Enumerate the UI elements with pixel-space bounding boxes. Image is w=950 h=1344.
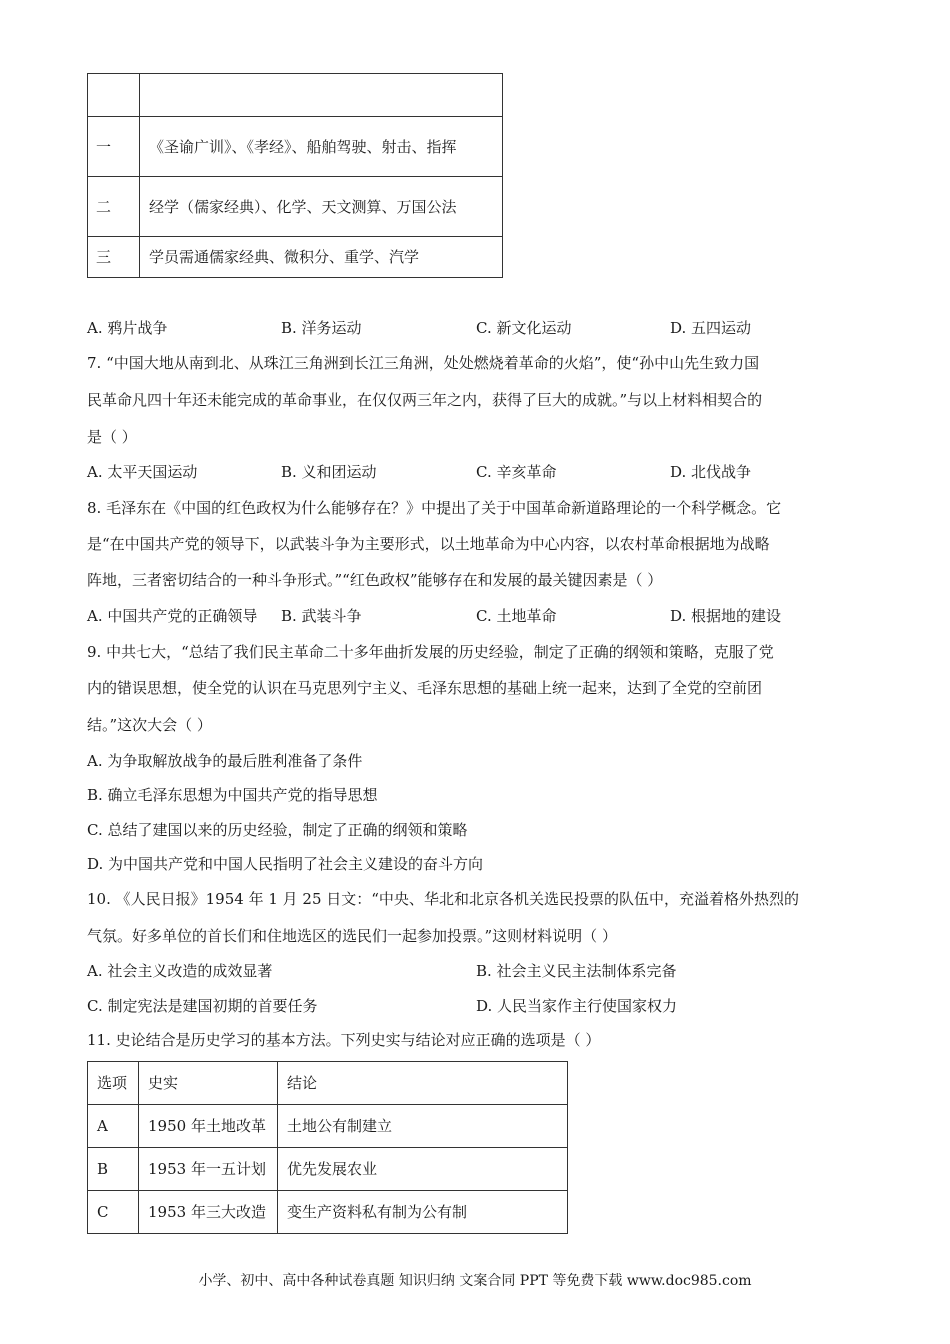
q7-option-c: C. 辛亥革命: [476, 463, 557, 481]
q9-option-a: A. 为争取解放战争的最后胜利准备了条件: [87, 752, 363, 770]
q6-option-c: C. 新文化运动: [476, 319, 572, 337]
table-cell: 变生产资料私有制为公有制: [278, 1191, 568, 1234]
table-row: [88, 74, 503, 117]
q8-text-line: 8. 毛泽东在《中国的红色政权为什么能够存在？》中提出了关于中国革命新道路理论的一个科学概念。它: [87, 499, 782, 517]
table-row: [88, 1148, 568, 1191]
q7-option-d: D. 北伐战争: [670, 463, 752, 481]
q9-text-line: 结。”这次大会（ ）: [87, 716, 212, 734]
table-cell: 一: [88, 117, 140, 177]
table-row: [88, 117, 503, 177]
table-cell: C: [88, 1191, 139, 1234]
table-cell: [140, 74, 503, 117]
q9-text-line: 9. 中共七大，“总结了我们民主革命二十多年曲折发展的历史经验，制定了正确的纲领和策略，克服了党: [87, 643, 774, 661]
q6-option-d: D. 五四运动: [670, 319, 752, 337]
q8-text-line: 阵地，三者密切结合的一种斗争形式。”“红色政权”能够存在和发展的最关键因素是（ ）: [87, 571, 663, 589]
table-row: [88, 1191, 568, 1234]
table-cell: 1953 年一五计划: [139, 1148, 278, 1191]
q10-option-a: A. 社会主义改造的成效显著: [87, 962, 273, 980]
table-header-cell: 结论: [278, 1062, 568, 1105]
q8-option-b: B. 武装斗争: [281, 607, 362, 625]
q9-text-line: 内的错误思想，使全党的认识在马克思列宁主义、毛泽东思想的基础上统一起来，达到了全党的空前团: [87, 679, 763, 697]
table-header-cell: 选项: [88, 1062, 139, 1105]
table-cell: 土地公有制建立: [278, 1105, 568, 1148]
table-cell: 三: [88, 237, 140, 278]
table-row: [88, 177, 503, 237]
q10-option-d: D. 人民当家作主行使国家权力: [476, 997, 678, 1015]
q7-text-line: 是（ ）: [87, 428, 137, 446]
page-footer: 小学、初中、高中各种试卷真题 知识归纳 文案合同 PPT 等免费下载 www.doc985.com: [198, 1273, 752, 1289]
q10-option-c: C. 制定宪法是建国初期的首要任务: [87, 997, 318, 1015]
q8-option-c: C. 土地革命: [476, 607, 557, 625]
q10-text-line: 10. 《人民日报》1954 年 1 月 25 日文：“中央、华北和北京各机关选民投票的队伍中，充溢着格外热烈的: [87, 890, 799, 908]
table-row: [88, 1062, 568, 1105]
table-row: [88, 1105, 568, 1148]
q9-option-c: C. 总结了建国以来的历史经验，制定了正确的纲领和策略: [87, 821, 468, 839]
table-row: [88, 237, 503, 278]
q7-text-line: 民革命凡四十年还未能完成的革命事业，在仅仅两三年之内，获得了巨大的成就。”与以上材料相契合的: [87, 391, 763, 409]
history-conclusion-table: [87, 1061, 568, 1234]
table-cell: 1950 年土地改革: [139, 1105, 278, 1148]
table-cell: 《圣谕广训》、《孝经》、船舶驾驶、射击、指挥: [140, 117, 503, 177]
q9-option-d: D. 为中国共产党和中国人民指明了社会主义建设的奋斗方向: [87, 855, 484, 873]
table-cell: 二: [88, 177, 140, 237]
q6-option-a: A. 鸦片战争: [87, 319, 168, 337]
q10-option-b: B. 社会主义民主法制体系完备: [476, 962, 677, 980]
table-cell: A: [88, 1105, 139, 1148]
q10-text-line: 气氛。好多单位的首长们和住地选区的选民们一起参加投票。”这则材料说明（ ）: [87, 927, 617, 945]
q7-text-line: 7. “中国大地从南到北、从珠江三角洲到长江三角洲，处处燃烧着革命的火焰”，使“孙中山先生致力国: [87, 354, 760, 372]
curriculum-table: [87, 73, 503, 278]
table-cell: 1953 年三大改造: [139, 1191, 278, 1234]
q9-option-b: B. 确立毛泽东思想为中国共产党的指导思想: [87, 786, 378, 804]
q7-option-a: A. 太平天国运动: [87, 463, 198, 481]
q7-option-b: B. 义和团运动: [281, 463, 377, 481]
table-cell: [88, 74, 140, 117]
table-cell: B: [88, 1148, 139, 1191]
table-cell: 经学（儒家经典）、化学、天文测算、万国公法: [140, 177, 503, 237]
table-cell: 学员需通儒家经典、微积分、重学、汽学: [140, 237, 503, 278]
q6-option-b: B. 洋务运动: [281, 319, 362, 337]
table-cell: 优先发展农业: [278, 1148, 568, 1191]
table-header-cell: 史实: [139, 1062, 278, 1105]
q8-option-a: A. 中国共产党的正确领导: [87, 607, 258, 625]
q11-text-line: 11. 史论结合是历史学习的基本方法。下列史实与结论对应正确的选项是（ ）: [87, 1031, 601, 1049]
q8-option-d: D. 根据地的建设: [670, 607, 782, 625]
q8-text-line: 是“在中国共产党的领导下，以武装斗争为主要形式，以土地革命为中心内容，以农村革命根据地为战略: [87, 535, 770, 553]
